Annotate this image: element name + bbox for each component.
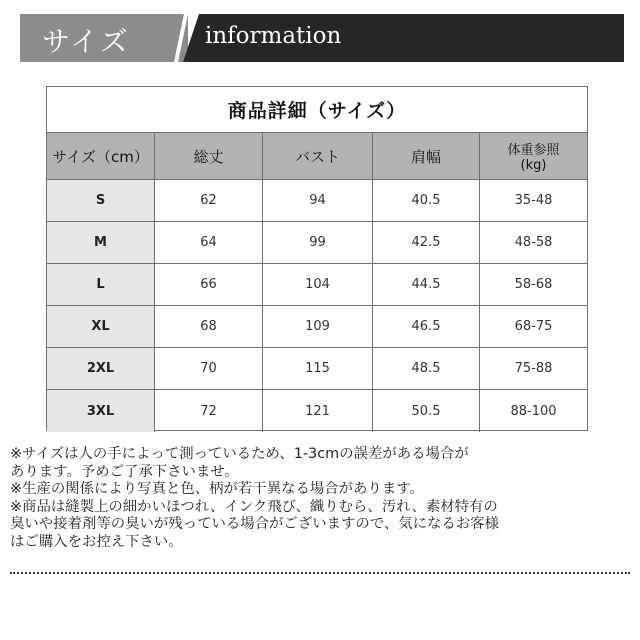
cell-shoulder: 42.5 <box>373 222 480 263</box>
notes <box>10 446 632 552</box>
note-line: あります。予めご了承下さいませ。 <box>10 463 239 480</box>
header-banner <box>20 14 624 62</box>
cell-size: 3XL <box>47 390 155 432</box>
cell-bust: 104 <box>263 264 373 305</box>
cell-length: 64 <box>155 222 263 263</box>
cell-length: 72 <box>155 390 263 432</box>
banner-title: サイズ <box>42 25 130 58</box>
cell-size: L <box>47 264 155 305</box>
cell-bust: 121 <box>263 390 373 432</box>
table-header-row <box>47 133 587 180</box>
table-caption: 商品詳細（サイズ） <box>47 87 587 133</box>
cell-shoulder: 50.5 <box>373 390 480 432</box>
cell-bust: 94 <box>263 180 373 221</box>
cell-weight: 88-100 <box>510 403 557 419</box>
cell-length: 62 <box>155 180 263 221</box>
header-size: サイズ（cm） <box>47 133 155 179</box>
note-line: ※生産の関係により写真と色、柄が若干異なる場合があります。 <box>10 481 424 498</box>
cell-bust: 99 <box>263 222 373 263</box>
table-grid <box>47 133 587 432</box>
header-weight-unit: (kg) <box>520 158 547 173</box>
table-row <box>47 222 587 264</box>
table-row <box>47 306 587 348</box>
header-length: 総丈 <box>155 133 263 179</box>
cell-size: XL <box>47 306 155 347</box>
cell-bust: 115 <box>263 348 373 389</box>
table-row <box>47 390 587 432</box>
header-shoulder: 肩幅 <box>373 133 480 179</box>
cell-weight: 58-68 <box>514 277 553 292</box>
cell-shoulder: 48.5 <box>373 348 480 389</box>
note-line: はご購入をお控え下さい。 <box>10 533 183 550</box>
cell-weight: 68-75 <box>514 319 553 334</box>
cell-bust: 109 <box>263 306 373 347</box>
header-bust: バスト <box>263 133 373 179</box>
cell-length: 68 <box>155 306 263 347</box>
table-row <box>47 264 587 306</box>
banner-subtitle: information <box>205 23 342 49</box>
cell-size: 2XL <box>47 348 155 389</box>
table-row <box>47 180 587 222</box>
note-line: ※サイズは人の手によって測っているため、1-3cmの誤差がある場合が <box>10 446 469 462</box>
cell-weight: 35-48 <box>514 193 553 208</box>
header-weight-label: 体重参照 <box>507 143 560 158</box>
note-line: 臭いや接着剤等の臭いが残っている場合がございますので、気になるお客様 <box>10 516 499 533</box>
table-body <box>47 180 587 432</box>
note-line: ※商品は縫製上の細かいほつれ、インク飛び、織りむら、汚れ、素材特有の <box>10 498 498 515</box>
cell-size: M <box>47 222 155 263</box>
cell-length: 66 <box>155 264 263 305</box>
header-weight <box>480 133 587 179</box>
cell-weight: 48-58 <box>514 235 553 250</box>
cell-length: 70 <box>155 348 263 389</box>
dotted-divider <box>10 572 630 574</box>
table-row <box>47 348 587 390</box>
cell-shoulder: 46.5 <box>373 306 480 347</box>
cell-size: S <box>47 180 155 221</box>
cell-weight: 75-88 <box>514 361 553 376</box>
cell-shoulder: 44.5 <box>373 264 480 305</box>
size-table <box>46 86 588 431</box>
cell-shoulder: 40.5 <box>373 180 480 221</box>
